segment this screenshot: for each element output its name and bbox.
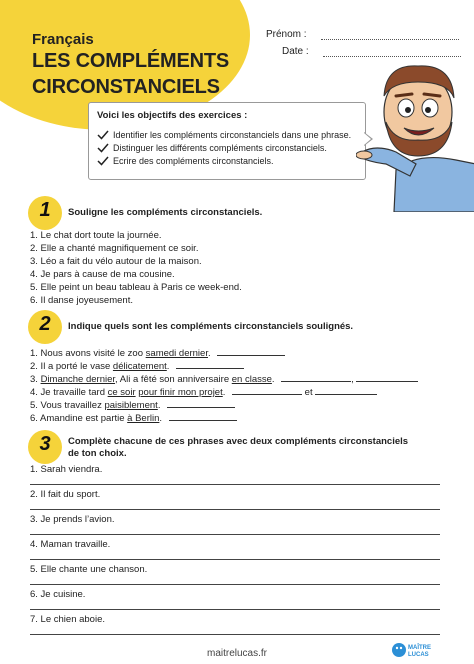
checkmark-icon: [97, 156, 109, 166]
exercise1-sentence: 5. Elle peint un beau tableau à Paris ce week-end.: [30, 282, 242, 293]
answer-blank[interactable]: [169, 411, 237, 421]
answer-line[interactable]: [30, 509, 440, 510]
exercise1-instruction: Souligne les compléments circonstanciels.: [68, 207, 263, 218]
answer-blank[interactable]: [232, 385, 302, 395]
exercise2-number-badge: [28, 310, 62, 344]
exercise3-sentence: 5. Elle chante une chanson.: [30, 564, 148, 575]
footer-site-link[interactable]: maitrelucas.fr: [206, 648, 267, 659]
teacher-character-illustration: [356, 52, 474, 212]
exercise1-sentence: 6. Il danse joyeusement.: [30, 295, 133, 306]
exercise2-sentence-2: 2. Il a porté le vase délicatement.: [30, 359, 244, 372]
exercise3-number: 3: [39, 433, 51, 455]
logo-text-bottom: LUCAS: [408, 652, 429, 658]
exercise3-sentence: 1. Sarah viendra.: [30, 464, 103, 475]
objective-item: Identifier les compléments circonstanciels dans une phrase.: [97, 130, 357, 140]
subject-label: Français: [32, 31, 94, 48]
exercise3-sentence: 7. Le chien aboie.: [30, 614, 106, 625]
exercise1-sentence: 2. Elle a chanté magnifiquement ce soir.: [30, 243, 199, 254]
exercise2-sentence-3: 3. Dimanche dernier, Ali a fêté son anniversaire en classe. ,: [30, 372, 418, 385]
exercise1-sentence: 1. Le chat dort toute la journée.: [30, 230, 162, 241]
prenom-field[interactable]: [321, 31, 459, 40]
exercise2-sentence-5: 5. Vous travaillez paisiblement.: [30, 398, 235, 411]
exercise3-instruction: Complète chacune de ces phrases avec deux compléments circonstanciels de ton choix.: [68, 436, 409, 459]
exercise1-number: 1: [39, 199, 51, 221]
answer-blank[interactable]: [176, 359, 244, 369]
prenom-label: Prénom :: [266, 29, 307, 40]
answer-line[interactable]: [30, 534, 440, 535]
exercise2-instruction: Indique quels sont les compléments circonstanciels soulignés.: [68, 321, 354, 332]
exercise2-sentence-6: 6. Amandine est partie à Berlin.: [30, 411, 237, 424]
exercise3-sentence: 4. Maman travaille.: [30, 539, 111, 550]
exercise3-sentence: 2. Il fait du sport.: [30, 489, 101, 500]
answer-blank[interactable]: [281, 372, 351, 382]
exercise2-number: 2: [39, 313, 51, 335]
prenom-row: [266, 29, 459, 40]
answer-line[interactable]: [30, 609, 440, 610]
objective-item: Distinguer les différents compléments circonstanciels.: [97, 143, 357, 153]
exercise1-sentence: 4. Je pars à cause de ma cousine.: [30, 269, 175, 280]
answer-blank[interactable]: [315, 385, 377, 395]
answer-line[interactable]: [30, 634, 440, 635]
objective-item: Ecrire des compléments circonstanciels.: [97, 156, 357, 166]
exercise2-sentence-4: 4. Je travaille tard ce soir pour finir mon projet. et: [30, 385, 377, 398]
date-label: Date :: [282, 46, 309, 57]
answer-line[interactable]: [30, 484, 440, 485]
exercise1-sentence: 3. Léo a fait du vélo autour de la maison.: [30, 256, 202, 267]
checkmark-icon: [97, 143, 109, 153]
exercise2-sentence-1: 1. Nous avons visité le zoo samedi dernier.: [30, 346, 285, 359]
exercise3-number-badge: [28, 430, 62, 464]
answer-blank[interactable]: [356, 372, 418, 382]
objectives-title: Voici les objectifs des exercices :: [97, 110, 248, 121]
answer-blank[interactable]: [217, 346, 285, 356]
objectives-box: [88, 102, 366, 180]
maitre-lucas-logo: [392, 640, 432, 660]
checkmark-icon: [97, 130, 109, 140]
exercise1-number-badge: [28, 196, 62, 230]
page-title-line2: CIRCONSTANCIELS: [32, 76, 220, 98]
answer-line[interactable]: [30, 584, 440, 585]
logo-text-top: MAÎTRE: [408, 645, 431, 651]
exercise3-sentence: 3. Je prends l’avion.: [30, 514, 115, 525]
exercise3-sentence: 6. Je cuisine.: [30, 589, 86, 600]
page-title-line1: LES COMPLÉMENTS: [32, 50, 230, 72]
answer-blank[interactable]: [167, 398, 235, 408]
answer-line[interactable]: [30, 559, 440, 560]
